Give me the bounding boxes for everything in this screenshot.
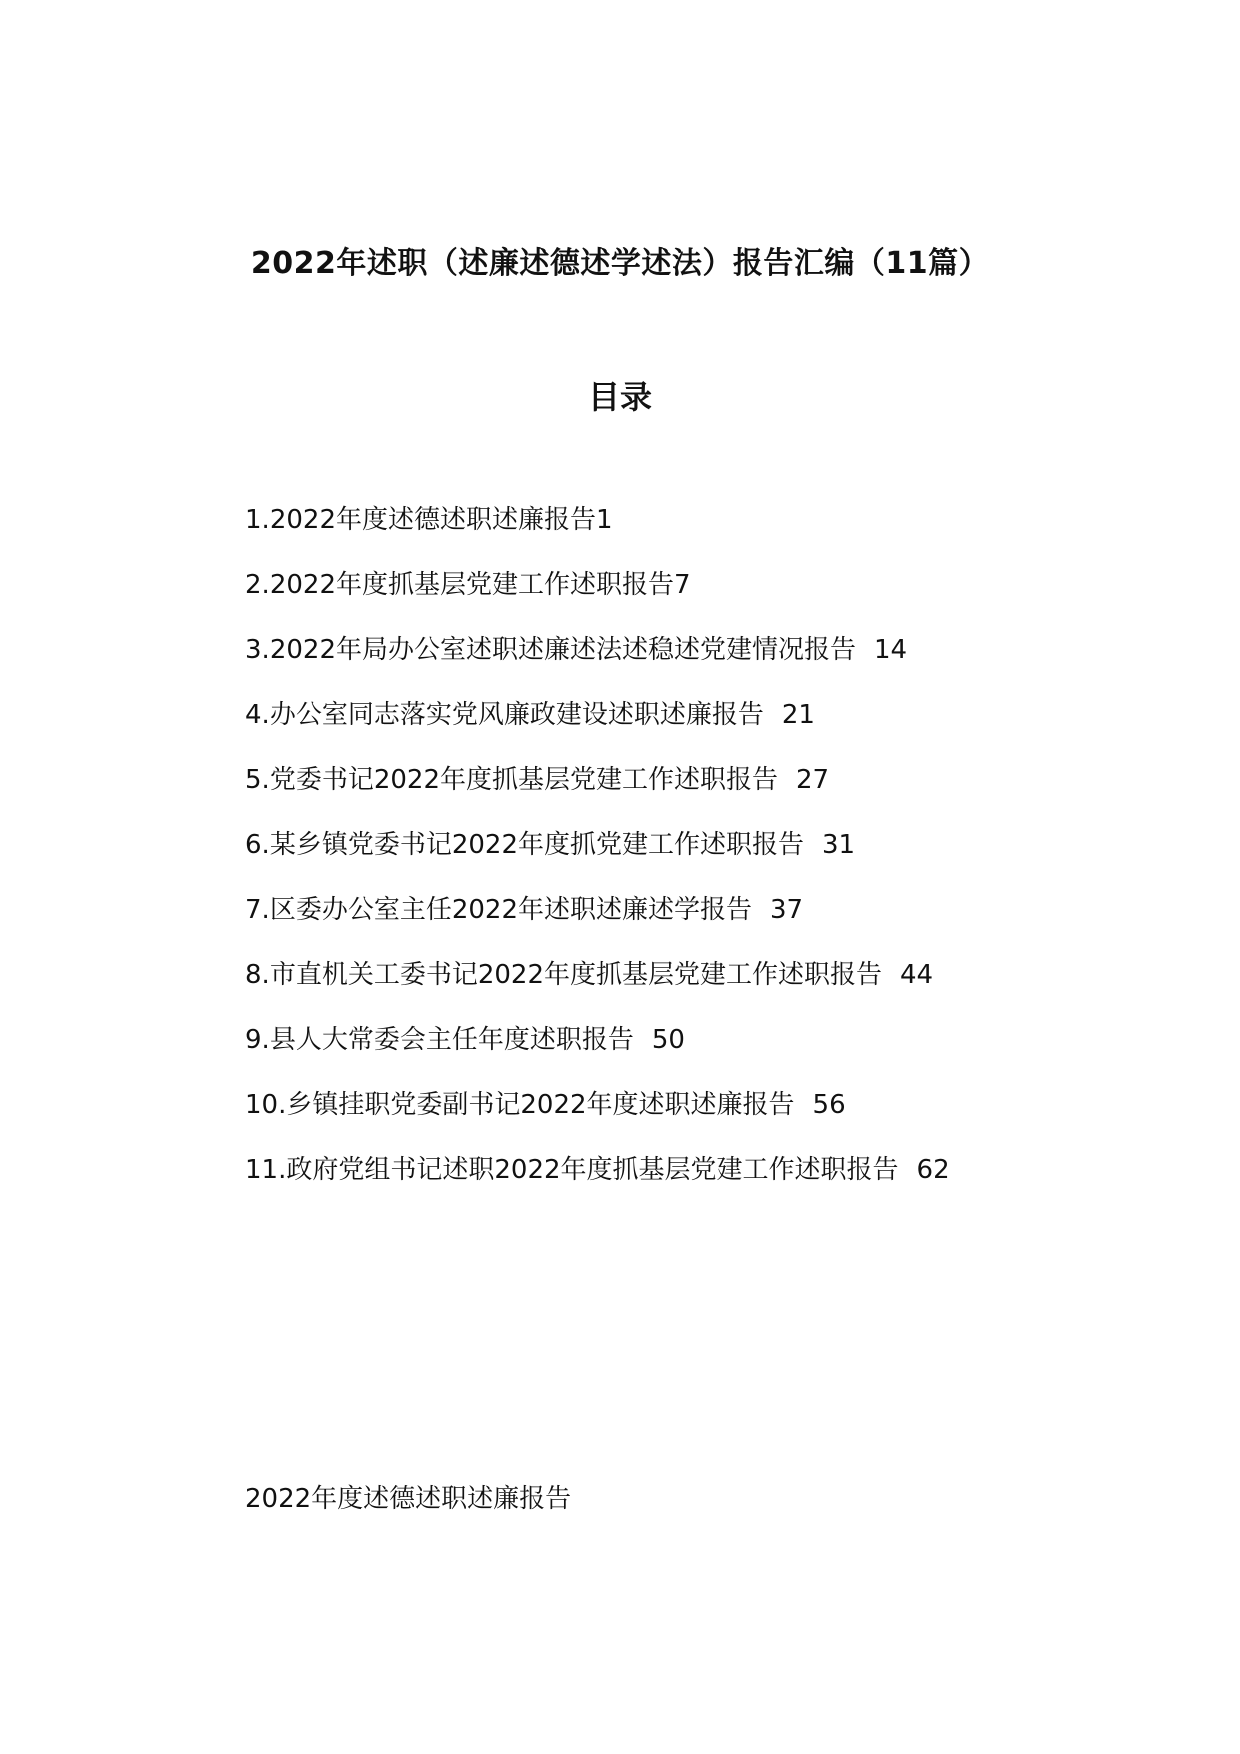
toc-entry-label: 县人大常委会主任年度述职报告 xyxy=(269,1025,634,1055)
toc-entry[interactable] xyxy=(245,1150,1065,1215)
toc-entry[interactable] xyxy=(245,1020,1065,1085)
toc-entry-page: 21 xyxy=(781,700,815,730)
toc-entry-label: 2022年局办公室述职述廉述法述稳述党建情况报告 xyxy=(269,635,856,665)
toc-entry-page: 7 xyxy=(673,570,691,600)
section-heading: 2022年度述德述职述廉报告 xyxy=(245,1484,572,1514)
toc-entry-page: 1 xyxy=(595,505,613,535)
toc-entry-number: 3. xyxy=(245,635,270,665)
toc-entry[interactable] xyxy=(245,760,1065,825)
toc-entry[interactable] xyxy=(245,955,1065,1020)
toc-entry-page: 56 xyxy=(812,1090,846,1120)
toc-entry-label: 区委办公室主任2022年述职述廉述学报告 xyxy=(269,895,752,925)
toc-entry-number: 2. xyxy=(245,570,270,600)
toc-entry-page: 50 xyxy=(651,1025,685,1055)
toc-entry-number: 11. xyxy=(245,1155,287,1185)
toc-entry-label: 党委书记2022年度抓基层党建工作述职报告 xyxy=(269,765,778,795)
toc-entry[interactable] xyxy=(245,500,1065,565)
toc-entry-label: 办公室同志落实党风廉政建设述职述廉报告 xyxy=(269,700,764,730)
toc-entry[interactable] xyxy=(245,1085,1065,1150)
toc-entry[interactable] xyxy=(245,565,1065,630)
toc-entry-number: 7. xyxy=(245,895,270,925)
toc-entry-page: 27 xyxy=(795,765,830,795)
toc-entry-number: 9. xyxy=(245,1025,270,1055)
toc-entry[interactable] xyxy=(245,695,1065,760)
toc-entry-label: 2022年度述德述职述廉报告 xyxy=(269,505,596,535)
toc-entry-label: 某乡镇党委书记2022年度抓党建工作述职报告 xyxy=(269,830,804,860)
toc-entry-number: 10. xyxy=(245,1090,287,1120)
toc-heading: 目录 xyxy=(587,378,652,416)
toc-entry-number: 5. xyxy=(245,765,270,795)
document-title: 2022年述职（述廉述德述学述法）报告汇编（11篇） xyxy=(250,246,990,281)
toc-entry-page: 37 xyxy=(769,895,804,925)
toc-entry-page: 62 xyxy=(916,1155,950,1185)
toc-entry[interactable] xyxy=(245,825,1065,890)
table-of-contents xyxy=(245,500,1065,1215)
toc-entry-number: 4. xyxy=(245,700,270,730)
toc-entry-page: 44 xyxy=(899,960,934,990)
toc-entry-number: 8. xyxy=(245,960,270,990)
toc-entry-label: 乡镇挂职党委副书记2022年度述职述廉报告 xyxy=(286,1090,795,1120)
toc-entry[interactable] xyxy=(245,890,1065,955)
toc-entry-label: 2022年度抓基层党建工作述职报告 xyxy=(269,570,674,600)
toc-entry-number: 1. xyxy=(245,505,270,535)
toc-entry-page: 31 xyxy=(821,830,856,860)
toc-entry-number: 6. xyxy=(245,830,270,860)
toc-entry-label: 政府党组书记述职2022年度抓基层党建工作述职报告 xyxy=(286,1155,899,1185)
toc-entry[interactable] xyxy=(245,630,1065,695)
toc-entry-label: 市直机关工委书记2022年度抓基层党建工作述职报告 xyxy=(269,960,882,990)
toc-entry-page: 14 xyxy=(873,635,908,665)
